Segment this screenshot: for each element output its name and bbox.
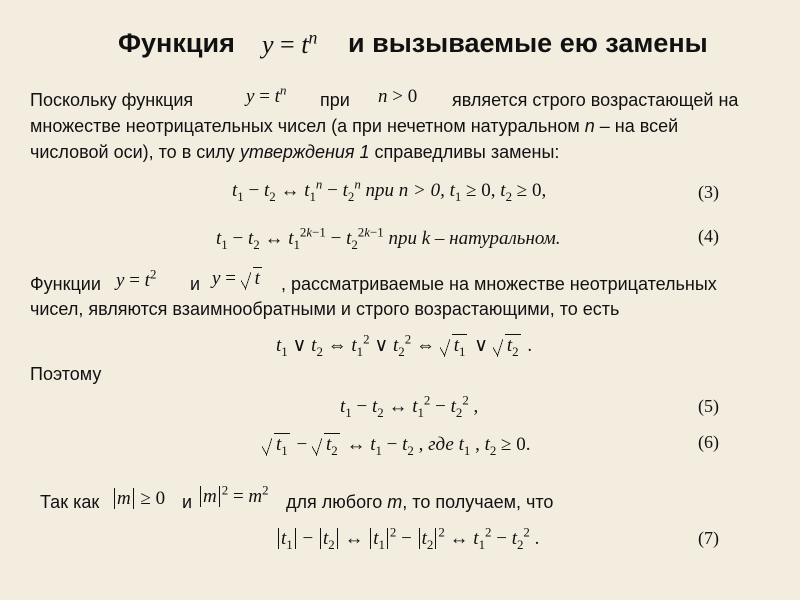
para1-condition: n > 0 xyxy=(378,86,418,107)
equation-7-number: (7) xyxy=(698,528,719,548)
title-rest: и вызываемые ею замены xyxy=(348,28,708,58)
equation-4: $t_1 - t_2$ ↔ $t_1^{2k-1} - t_2^{2k-1}$ при k – натуральном. xyxy=(216,224,561,252)
equation-6: $t_1 - t_2$ ↔ $t_1 - t_2$ , где $t_1$ , $t_2 \ge 0$. xyxy=(262,434,530,456)
equation-5-number: (5) xyxy=(698,396,719,416)
para2-formula-root: y = t xyxy=(212,268,260,289)
title-formula: $y = t^n$ xyxy=(262,27,318,59)
equation-7: $t_1 - t_2$ ↔ $t_1^2 - t_2^2$ ↔ $t_1^2 - t_2^2$ . xyxy=(276,528,539,550)
para3-prefix: Так как xyxy=(40,492,100,512)
para3-formula-square: m $^2 = m^2$ xyxy=(198,486,269,508)
para1-line3: числовой оси), то в силу утверждения 1 справедливы замены: xyxy=(30,142,560,162)
para1-mid: при xyxy=(320,90,350,110)
para2-and: и xyxy=(190,274,201,294)
therefore-label: Поэтому xyxy=(30,364,102,384)
para1-suffix: является строго возрастающей на xyxy=(452,90,739,110)
para2-line2: чисел, являются взаимнообратными и строго возрастающими, то есть xyxy=(30,299,620,319)
title-function: Функция xyxy=(118,28,235,58)
para3-suffix: для любого m, то получаем, что xyxy=(286,492,554,512)
para2-prefix: Функции xyxy=(30,274,101,294)
para1-formula: $y = t^n$ xyxy=(246,82,287,107)
equation-5: $t_1 - t_2$ ↔ $t_1^2 - t_2^2$ , xyxy=(340,392,479,420)
equation-3-number: (3) xyxy=(698,182,719,202)
equivalence-formula: $t_1$ ∨ $t_2$ ⇔ $t_1^2$ ∨ $t_2^2$ ⇔ $t_1$ ∨ $t_2$ . xyxy=(276,331,533,359)
para1-line2: множестве неотрицательных чисел (а при нечетном натуральном n – на всей xyxy=(30,116,679,136)
para2-suffix: , рассматриваемые на множестве неотрицательных xyxy=(281,274,717,294)
para2-formula-square: $y = t^2$ xyxy=(116,266,157,291)
para3-and: и xyxy=(182,492,193,512)
para1-prefix: Поскольку функция xyxy=(30,90,194,110)
para3-formula-abs: m ≥ 0 xyxy=(112,488,165,510)
equation-4-number: (4) xyxy=(698,226,719,246)
equation-6-number: (6) xyxy=(698,432,719,452)
equation-3: $t_1 - t_2$ ↔ $t_1^n - t_2^n$ при n > 0, $t_1 \ge 0$, $t_2 \ge 0$, xyxy=(232,176,547,204)
